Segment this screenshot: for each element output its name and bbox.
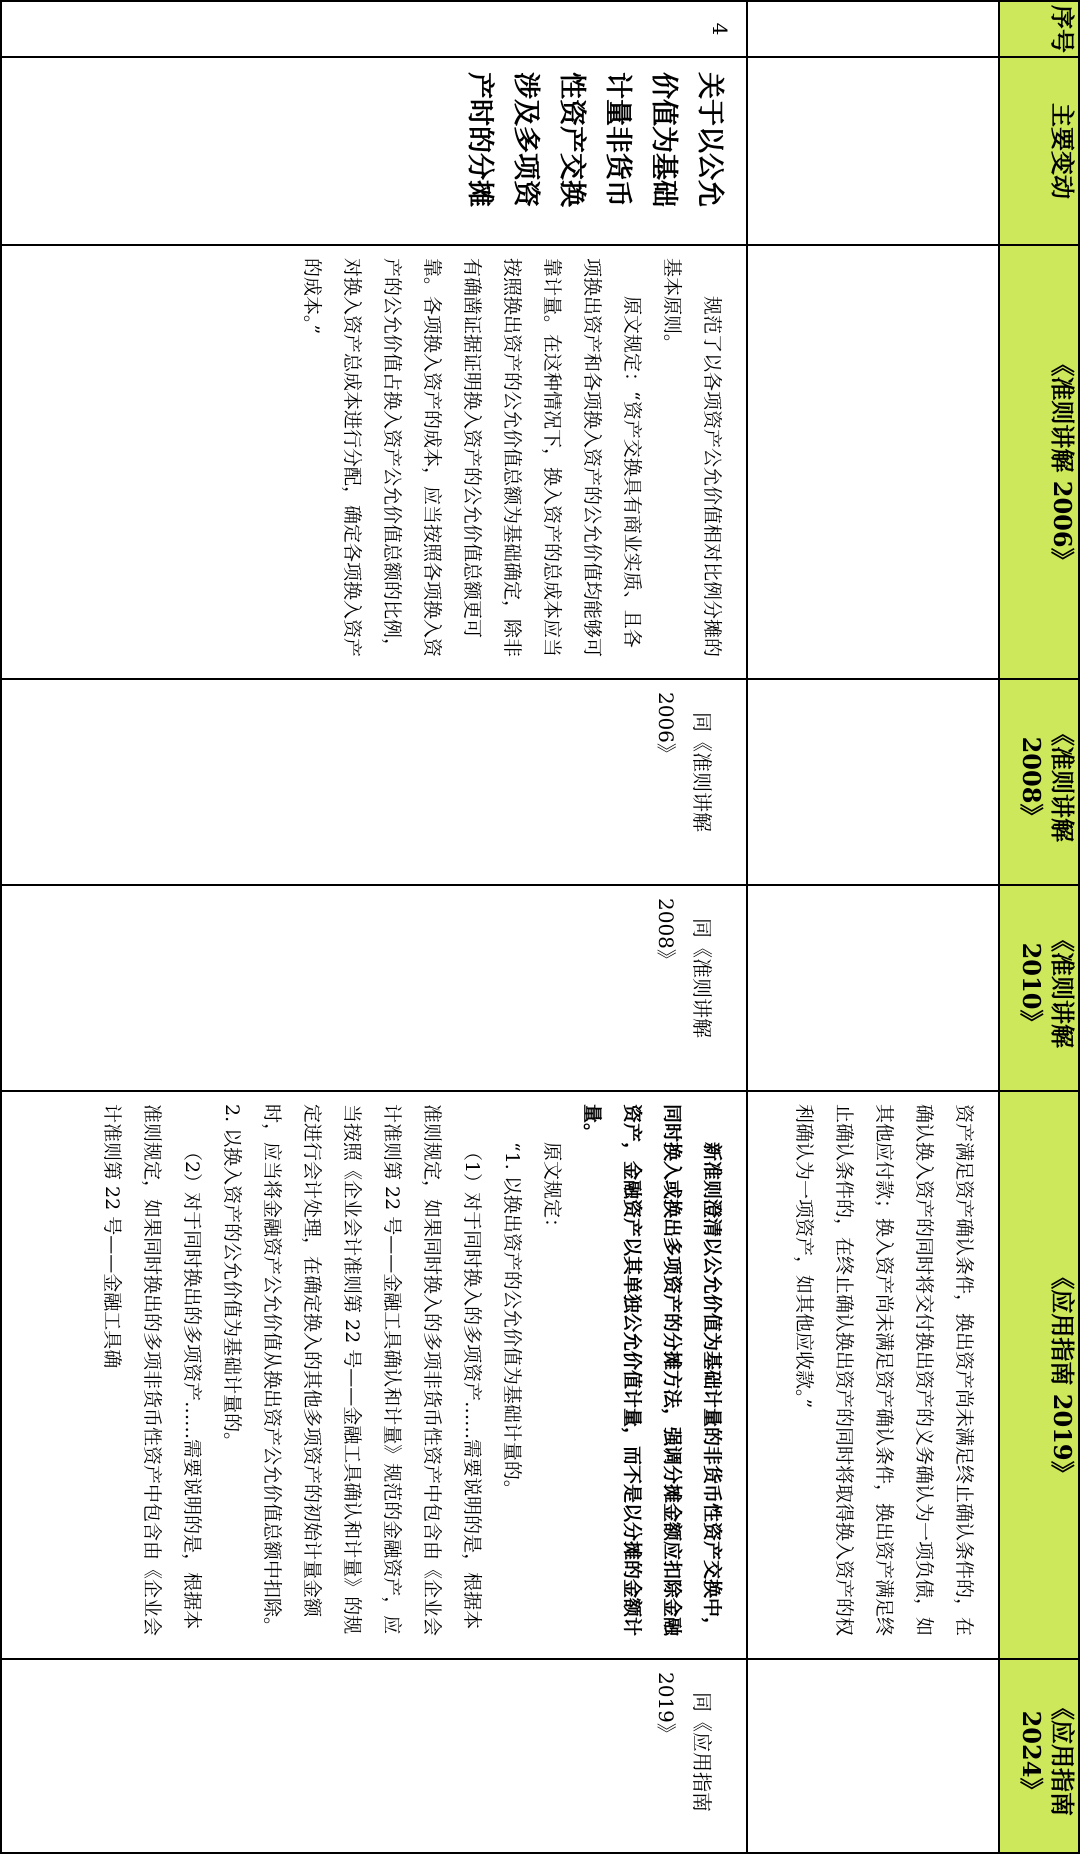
header-jj2008: 《准则讲解 2008》 — [999, 679, 1079, 885]
seq-cell-empty — [747, 1, 999, 57]
zn2024-same-as: 同《应用指南 2019》 — [654, 1672, 714, 1812]
row-number: 4 — [708, 22, 732, 36]
zn2024-cell-empty — [747, 1659, 999, 1853]
jj2010-cell-empty — [747, 885, 999, 1091]
jj2008-same-as: 同《准则讲解 2006》 — [654, 692, 714, 832]
zn2019-point-1: “1. 以换出资产的公允价值为基础计量的。 — [501, 1142, 523, 1499]
jj2010-same-as: 同《准则讲解 2008》 — [654, 898, 714, 1038]
zn2024-cell — [1, 1659, 747, 1853]
jj2008-cell — [1, 679, 747, 885]
header-row — [999, 1, 1079, 1853]
header-jj2010: 《准则讲解 2010》 — [999, 885, 1079, 1091]
zn2019-cell — [1, 1091, 747, 1659]
jj2008-cell-empty — [747, 679, 999, 885]
zn2019-point-1-1: （1）对于同时换入的多项资产……需要说明的是，根据本准则规定，如果同时换入的多项非货币性资产中包含由《企业会计准则第 22 号——金融工具确认和计量》规范的金融资产，应当按照《企业会计准则第 22 号——金融工具确认和计量》的规定进行会计处理，在确定换入的其他多项资产的初始计量金额时，应当将金融资产公允价值从换出资产公允价值总额中扣除。 — [261, 1104, 483, 1637]
zn2019-paragraph-1: 资产满足资产确认条件，换出资产尚未满足终止确认条件的，在确认换入资产的同时将交付换出资产的义务确认为一项负债，如其他应付款；换入资产尚未满足资产确认条件，换出资产满足终止确认条件的，在终止确认换出资产的同时将取得换入资产的权利确认为一项资产，如其他应收款。” — [793, 1104, 975, 1637]
zn2019-point-2: 2. 以换入资产的公允价值为基础计量的。 — [221, 1104, 243, 1452]
jj2006-cell-empty — [747, 245, 999, 679]
seq-cell — [1, 1, 747, 57]
change-cell — [1, 57, 747, 245]
zn2019-cell-continued — [747, 1091, 999, 1659]
jj2006-quote: 原文规定：“资产交换具有商业实质、且各项换出资产和各项换入资产的公允价值均能够可靠计量。在这种情况下，换入资产的总成本应当按照换出资产的公允价值总额为基础确定，除非有确凿证据证明换入资产的公允价值总额更可靠。各项换入资产的成本，应当按照各项换入资产的公允价值占换入资产公允价值总额的比例，对换入资产总成本进行分配，确定各项换入资产的成本。” — [301, 258, 643, 658]
jj2006-cell — [1, 245, 747, 679]
continuation-row — [747, 1, 999, 1853]
zn2019-original-label: 原文规定： — [541, 1142, 563, 1238]
jj2010-cell — [1, 885, 747, 1091]
header-zn2024: 《应用指南 2024》 — [999, 1659, 1079, 1853]
header-change: 主要变动 — [999, 57, 1079, 245]
zn2019-point-2-2: （2）对于同时换出的多项资产……需要说明的是，根据本准则规定，如果同时换出的多项非货币性资产中包含由《企业会计准则第 22 号——金融工具确 — [101, 1104, 203, 1637]
header-seq: 序号 — [999, 1, 1079, 57]
table-row — [1, 1, 747, 1853]
jj2006-intro: 规范了以各项资产公允价值相对比例分摊的基本原则。 — [661, 258, 723, 658]
header-jj2006: 《准则讲解 2006》 — [999, 245, 1079, 679]
header-zn2019: 《应用指南 2019》 — [999, 1091, 1079, 1659]
change-topic: 关于以公允价值为基础计量非货币性资产交换涉及多项资产时的分摊 — [464, 72, 725, 207]
change-cell-empty — [747, 57, 999, 245]
zn2019-summary: 新准则澄清以公允价值为基础计量的非货币性资产交换中，同时换入或换出多项资产的分摊方法，强调分摊金额应扣除金融资产，金融资产以其单独公允价值计量，而不是以分摊的金额计量。 — [581, 1104, 723, 1637]
